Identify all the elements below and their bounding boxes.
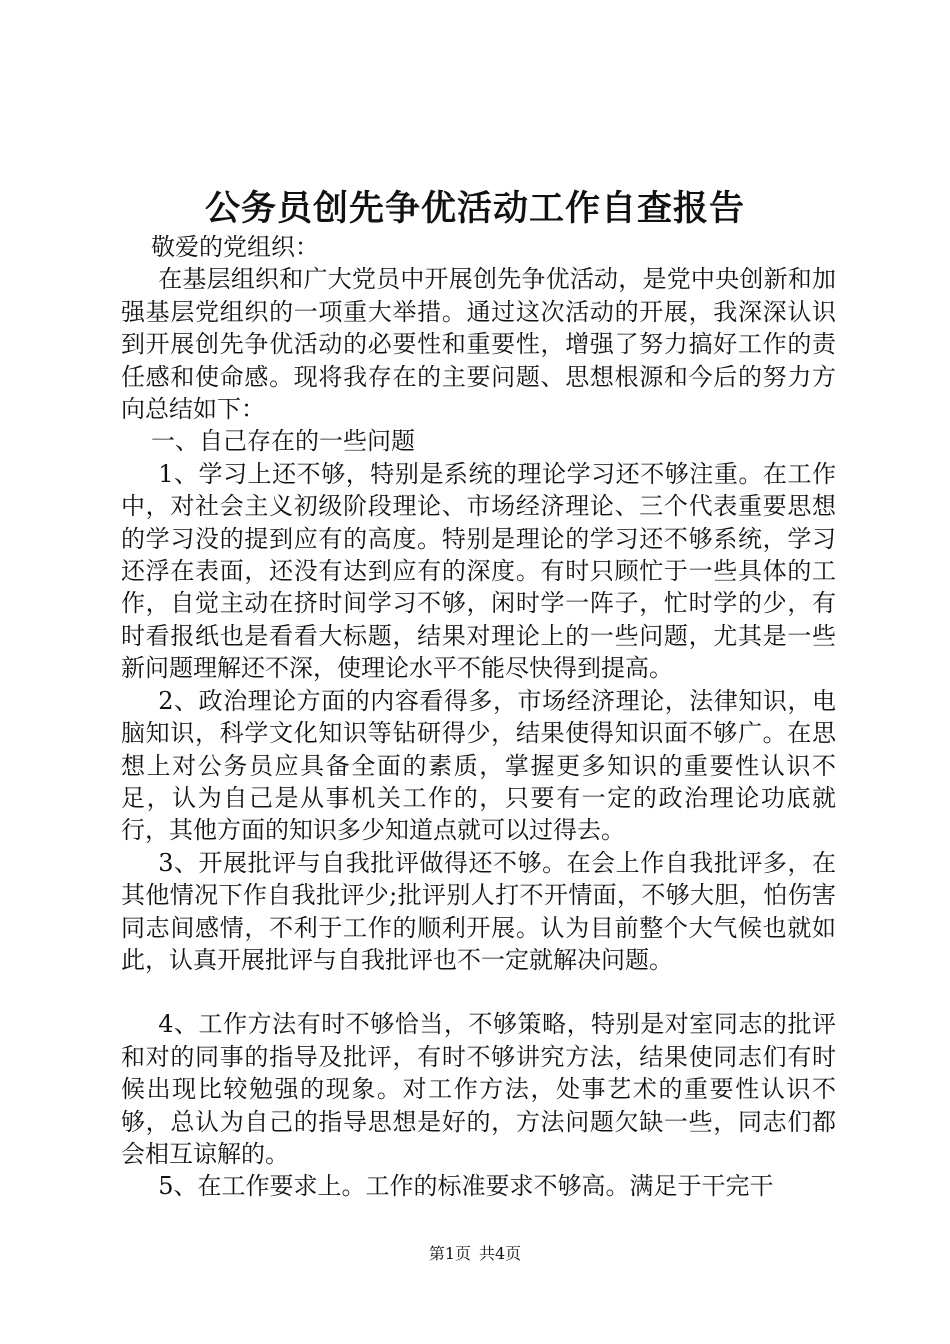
page-footer (0, 1242, 950, 1266)
page-total: 共4页 (479, 1244, 522, 1263)
salutation: 敬爱的党组织： (151, 233, 319, 261)
document-title: 公务员创先争优活动工作自查报告 (204, 188, 745, 229)
section-heading: 一、自己存在的一些问题 (151, 427, 415, 456)
paragraph-item-4: 4、工作方法有时不够恰当，不够策略，特别是对室同志的批评和对的同事的指导及批评，有时不够讲究方法，结果使同志们有时候出现比较勉强的现象。对工作方法，处事艺术的重要性认识不够，总认为自己的指导思想是好的，方法问题欠缺一些，同志们都会相互谅解的。 (121, 1010, 836, 1168)
paragraph-item-5: 5、在工作要求上。工作的标准要求不够高。满足于干完干 (158, 1172, 774, 1201)
page-number: 第1页 (428, 1244, 471, 1263)
paragraph-item-3: 3、开展批评与自我批评做得还不够。在会上作自我批评多，在其他情况下作自我批评少;批评别人打不开情面，不够大胆，怕伤害同志间感情，不利于工作的顺利开展。认为目前整个大气候也就如此，认真开展批评与自我批评也不一定就解决问题。 (121, 848, 836, 974)
paragraph-item-1: 1、学习上还不够，特别是系统的理论学习还不够注重。在工作中，对社会主义初级阶段理论、市场经济理论、三个代表重要思想的学习没的提到应有的高度。特别是理论的学习还不够系统，学习还浮在表面，还没有达到应有的深度。有时只顾忙于一些具体的工作，自觉主动在挤时间学习不够，闲时学一阵子，忙时学的少，有时看报纸也是看看大标题，结果对理论上的一些问题，尤其是一些新问题理解还不深，使理论水平不能尽快得到提高。 (121, 459, 836, 683)
document-body (121, 231, 836, 1203)
paragraph-spacer (121, 976, 836, 1008)
paragraph-intro: 在基层组织和广大党员中开展创先争优活动，是党中央创新和加强基层党组织的一项重大举措。通过这次活动的开展，我深深认识到开展创先争优活动的必要性和重要性，增强了努力搞好工作的责任感和使命感。现将我存在的主要问题、思想根源和今后的努力方向总结如下： (121, 265, 836, 424)
paragraph-item-2: 2、政治理论方面的内容看得多，市场经济理论，法律知识，电脑知识，科学文化知识等钻研得少，结果使得知识面不够广。在思想上对公务员应具备全面的素质，掌握更多知识的重要性认识不足，认为自己是从事机关工作的，只要有一定的政治理论功底就行，其他方面的知识多少知道点就可以过得去。 (121, 686, 836, 845)
